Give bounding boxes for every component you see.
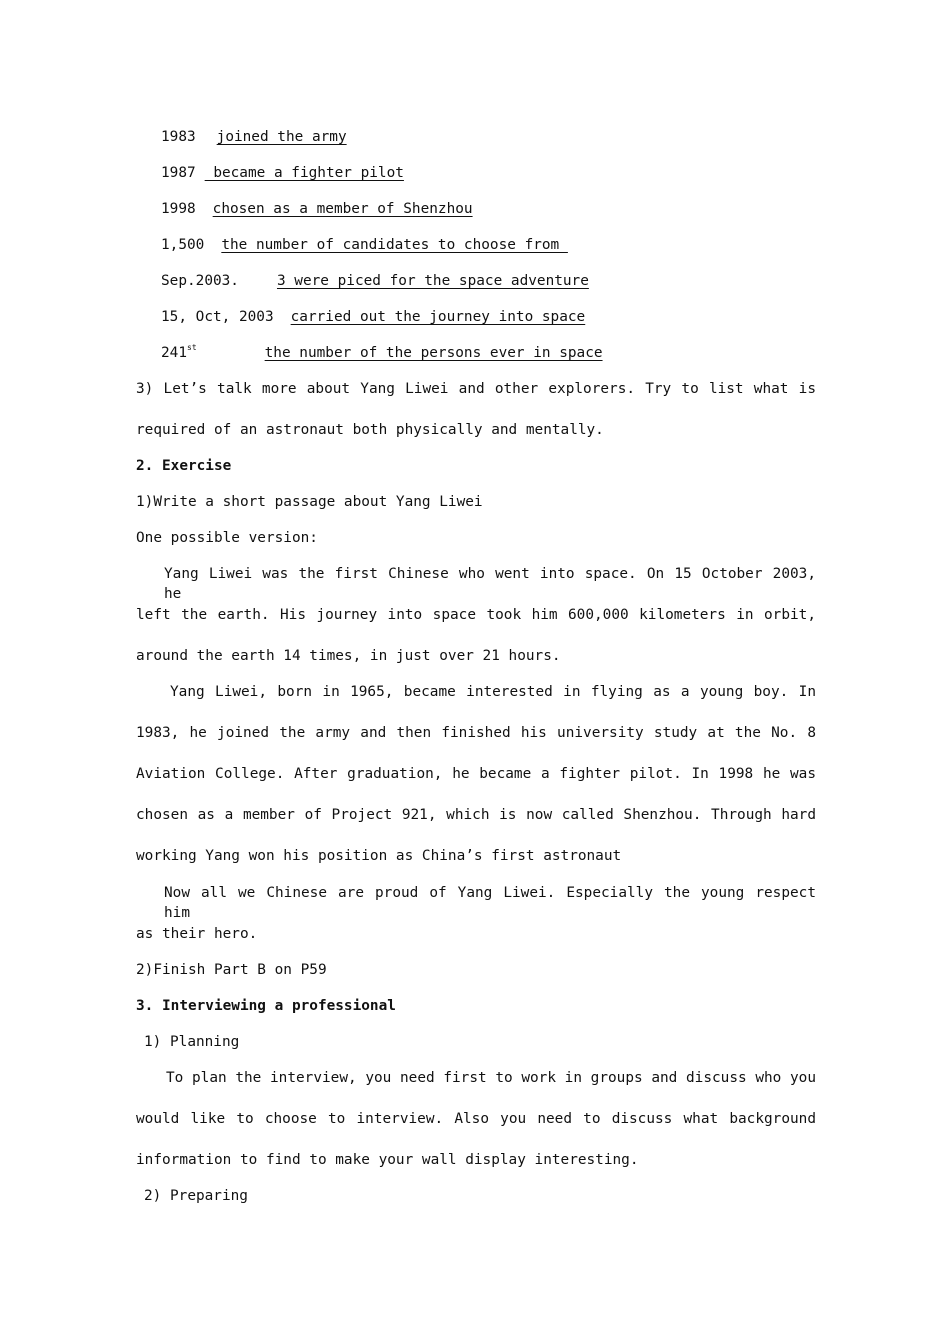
paragraph-line: would like to choose to interview. Also you need to discuss what background — [136, 1111, 816, 1127]
subsection-label: 2) Preparing — [144, 1188, 248, 1204]
timeline-row — [161, 235, 841, 255]
timeline-year: 1983 — [161, 129, 196, 145]
timeline-event: chosen as a member of Shenzhou — [212, 201, 473, 217]
paragraph-line: chosen as a member of Project 921, which is now called Shenzhou. Through hard — [136, 807, 816, 823]
paragraph-line: as their hero. — [136, 926, 258, 942]
timeline-year: 241 — [161, 345, 187, 361]
timeline-row — [161, 307, 841, 327]
paragraph-line: left the earth. His journey into space took him 600,000 kilometers in orbit, — [136, 607, 816, 623]
paragraph-line: To plan the interview, you need first to work in groups and discuss who you — [166, 1070, 816, 1086]
section-heading: 2. Exercise — [136, 458, 232, 474]
subsection-label: 1) Planning — [144, 1034, 240, 1050]
section-heading: 3. Interviewing a professional — [136, 998, 396, 1014]
paragraph-line: information to find to make your wall display interesting. — [136, 1152, 639, 1168]
paragraph-line: 1983, he joined the army and then finished his university study at the No. 8 — [136, 725, 816, 741]
timeline-event: 3 were piced for the space adventure — [276, 273, 589, 289]
paragraph-line: Yang Liwei, born in 1965, became interested in flying as a young boy. In — [170, 684, 816, 700]
paragraph-line: around the earth 14 times, in just over 21 hours. — [136, 648, 561, 664]
timeline-row — [161, 163, 841, 183]
timeline-year: Sep.2003. — [161, 273, 239, 289]
timeline-event: the number of candidates to choose from — [221, 237, 568, 253]
paragraph-line: Yang Liwei was the first Chinese who went into space. On 15 October 2003, he — [164, 566, 816, 602]
timeline-event: became a fighter pilot — [204, 165, 404, 181]
paragraph-line: working Yang won his position as China’s first astronaut — [136, 848, 622, 864]
item3-line: required of an astronaut both physically and mentally. — [136, 422, 604, 438]
timeline-row — [161, 127, 841, 147]
timeline-year: 1987 — [161, 165, 196, 181]
timeline-event: carried out the journey into space — [290, 309, 586, 325]
ordinal-suffix: st — [187, 343, 197, 352]
timeline-event: the number of the persons ever in space — [264, 345, 603, 361]
timeline-year: 1,500 — [161, 237, 205, 253]
timeline-row — [161, 199, 841, 219]
version-label: One possible version: — [136, 530, 318, 546]
timeline-row — [161, 271, 841, 291]
paragraph-line: Aviation College. After graduation, he became a fighter pilot. In 1998 he was — [136, 766, 816, 782]
item3-line: 3) Let’s talk more about Yang Liwei and other explorers. Try to list what is — [136, 381, 816, 397]
timeline-event: joined the army — [216, 129, 347, 145]
timeline-year: 15, Oct, 2003 — [161, 309, 274, 325]
paragraph-line: Now all we Chinese are proud of Yang Liwei. Especially the young respect him — [164, 885, 816, 921]
exercise-item: 1)Write a short passage about Yang Liwei — [136, 494, 483, 510]
timeline-row — [161, 343, 841, 363]
exercise-item: 2)Finish Part B on P59 — [136, 962, 327, 978]
timeline-year: 1998 — [161, 201, 196, 217]
